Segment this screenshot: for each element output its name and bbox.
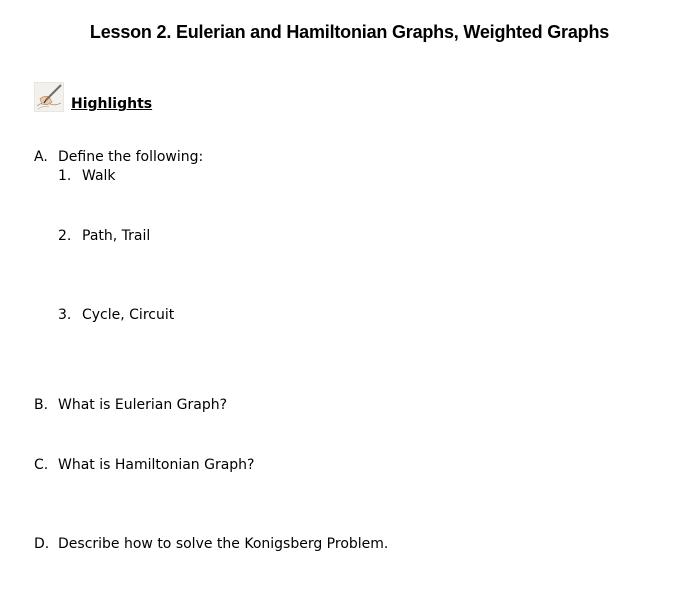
- section-marker: D.: [34, 536, 50, 552]
- subitem-cycle-circuit: [58, 307, 174, 323]
- section-text: Define the following:: [58, 149, 204, 165]
- highlights-heading: Highlights: [71, 96, 153, 112]
- section-marker: A.: [34, 149, 48, 165]
- section-text: What is Hamiltonian Graph?: [58, 457, 255, 473]
- section-marker: B.: [34, 397, 49, 413]
- subitem-marker: 2.: [58, 228, 72, 244]
- section-text: What is Eulerian Graph?: [58, 397, 228, 413]
- subitem-text: Path, Trail: [82, 228, 151, 244]
- subitem-marker: 3.: [58, 307, 72, 323]
- section-d: [34, 536, 388, 552]
- subitem-marker: 1.: [58, 168, 72, 184]
- lesson-title: Lesson 2. Eulerian and Hamiltonian Graphs, Weighted Graphs: [89, 22, 610, 42]
- section-a: [34, 149, 203, 165]
- section-text: Describe how to solve the Konigsberg Problem.: [58, 536, 389, 552]
- subitem-text: Walk: [82, 168, 116, 184]
- section-b: [34, 397, 227, 413]
- pencil-writing-icon: [34, 82, 64, 112]
- subitem-path-trail: [58, 228, 150, 244]
- subitem-text: Cycle, Circuit: [82, 307, 175, 323]
- subitem-walk: [58, 168, 116, 184]
- section-marker: C.: [34, 457, 49, 473]
- section-c: [34, 457, 255, 473]
